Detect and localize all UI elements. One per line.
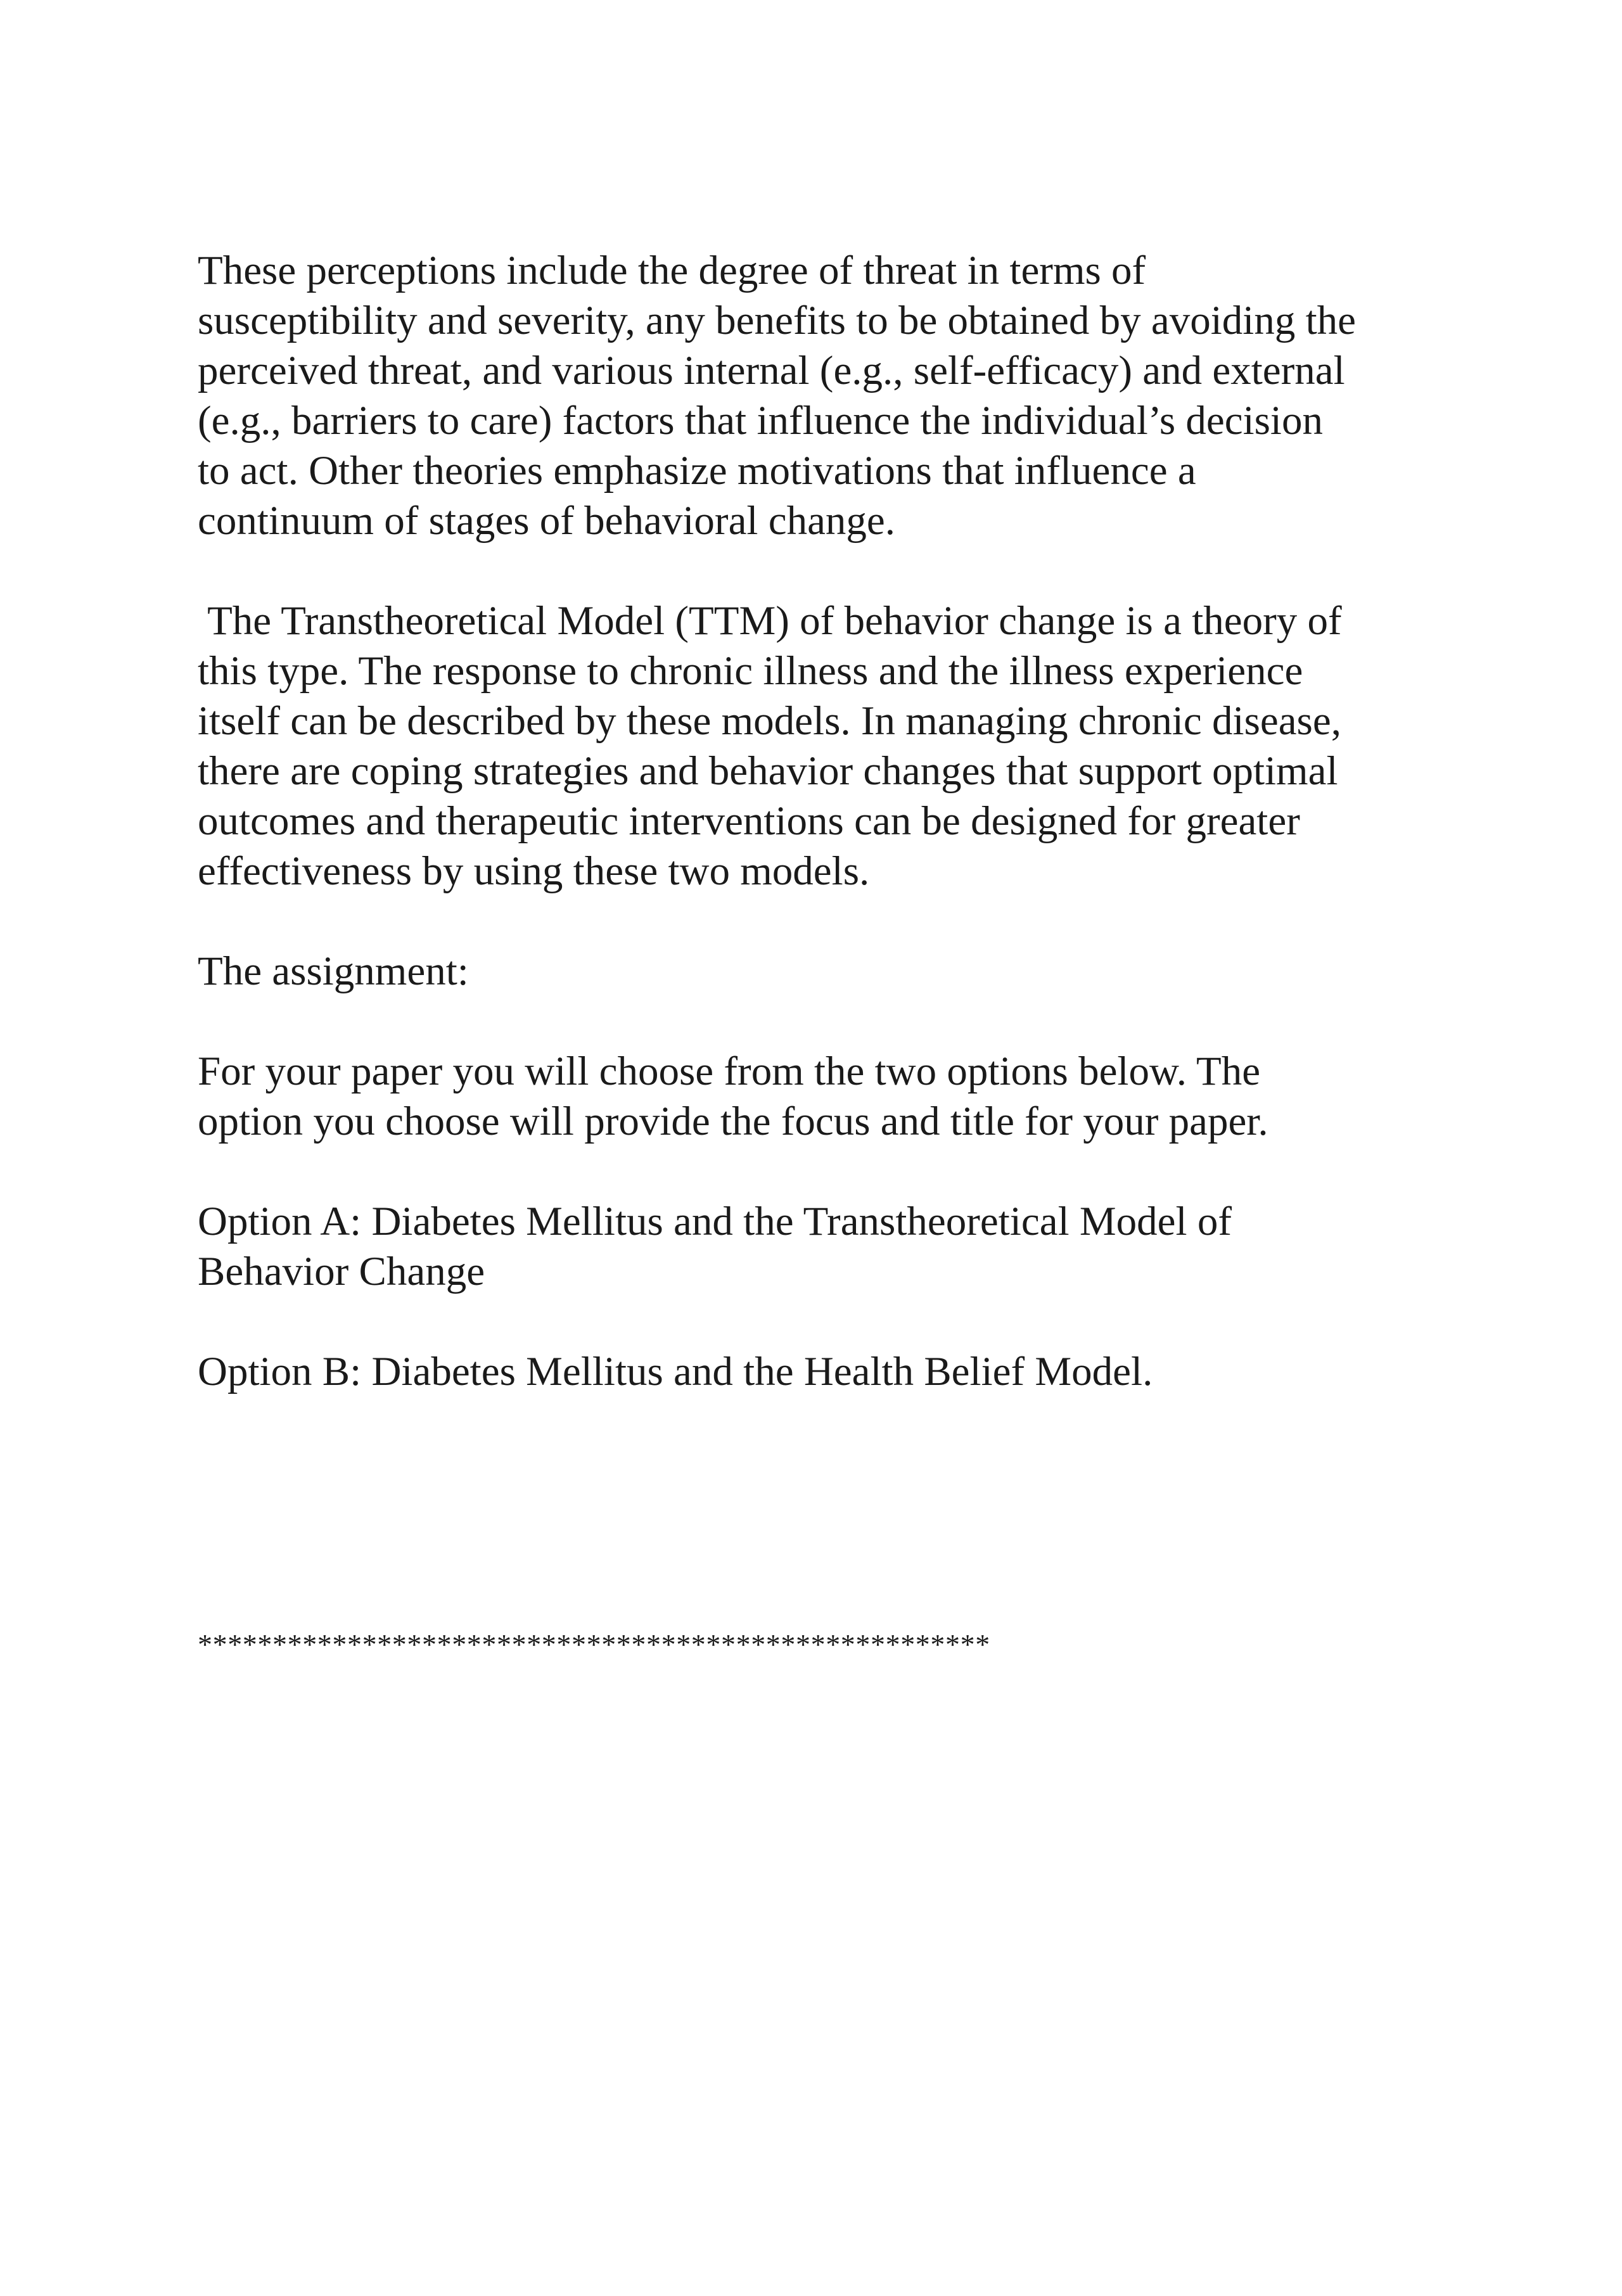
text-line: perceived threat, and various internal (e.g., self-efficacy) and external bbox=[198, 348, 1345, 393]
text-line: These perceptions include the degree of threat in terms of bbox=[198, 248, 1146, 293]
text-line: The assignment: bbox=[198, 948, 469, 994]
text-line: For your paper you will choose from the two options below. The bbox=[198, 1049, 1261, 1094]
text-line: susceptibility and severity, any benefits to be obtained by avoiding the bbox=[198, 298, 1356, 343]
paragraph-choose-option bbox=[198, 1047, 1471, 1147]
asterisk-separator: ***************************************************** bbox=[198, 1628, 990, 1661]
text-line: itself can be described by these models. In managing chronic disease, bbox=[198, 698, 1341, 744]
text-line: to act. Other theories emphasize motivations that influence a bbox=[198, 448, 1196, 494]
text-line: The Transtheoretical Model (TTM) of behavior change is a theory of bbox=[198, 598, 1342, 644]
paragraph-ttm bbox=[198, 596, 1471, 896]
text-line: (e.g., barriers to care) factors that influence the individual’s decision bbox=[198, 398, 1323, 443]
paragraph-assignment-heading bbox=[198, 947, 1471, 997]
paragraph-option-b bbox=[198, 1347, 1471, 1397]
text-line: continuum of stages of behavioral change. bbox=[198, 498, 896, 544]
text-line: effectiveness by using these two models. bbox=[198, 848, 870, 894]
paragraph-perceptions bbox=[198, 246, 1471, 546]
text-line: Option A: Diabetes Mellitus and the Transtheoretical Model of bbox=[198, 1199, 1232, 1244]
document-body bbox=[198, 246, 1471, 1447]
text-line: outcomes and therapeutic interventions can be designed for greater bbox=[198, 798, 1300, 844]
text-line: Option B: Diabetes Mellitus and the Health Belief Model. bbox=[198, 1349, 1153, 1394]
text-line: this type. The response to chronic illness and the illness experience bbox=[198, 648, 1303, 694]
text-line: option you choose will provide the focus and title for your paper. bbox=[198, 1099, 1268, 1144]
text-line: there are coping strategies and behavior changes that support optimal bbox=[198, 748, 1338, 794]
paragraph-option-a bbox=[198, 1197, 1471, 1297]
text-line: Behavior Change bbox=[198, 1249, 485, 1294]
